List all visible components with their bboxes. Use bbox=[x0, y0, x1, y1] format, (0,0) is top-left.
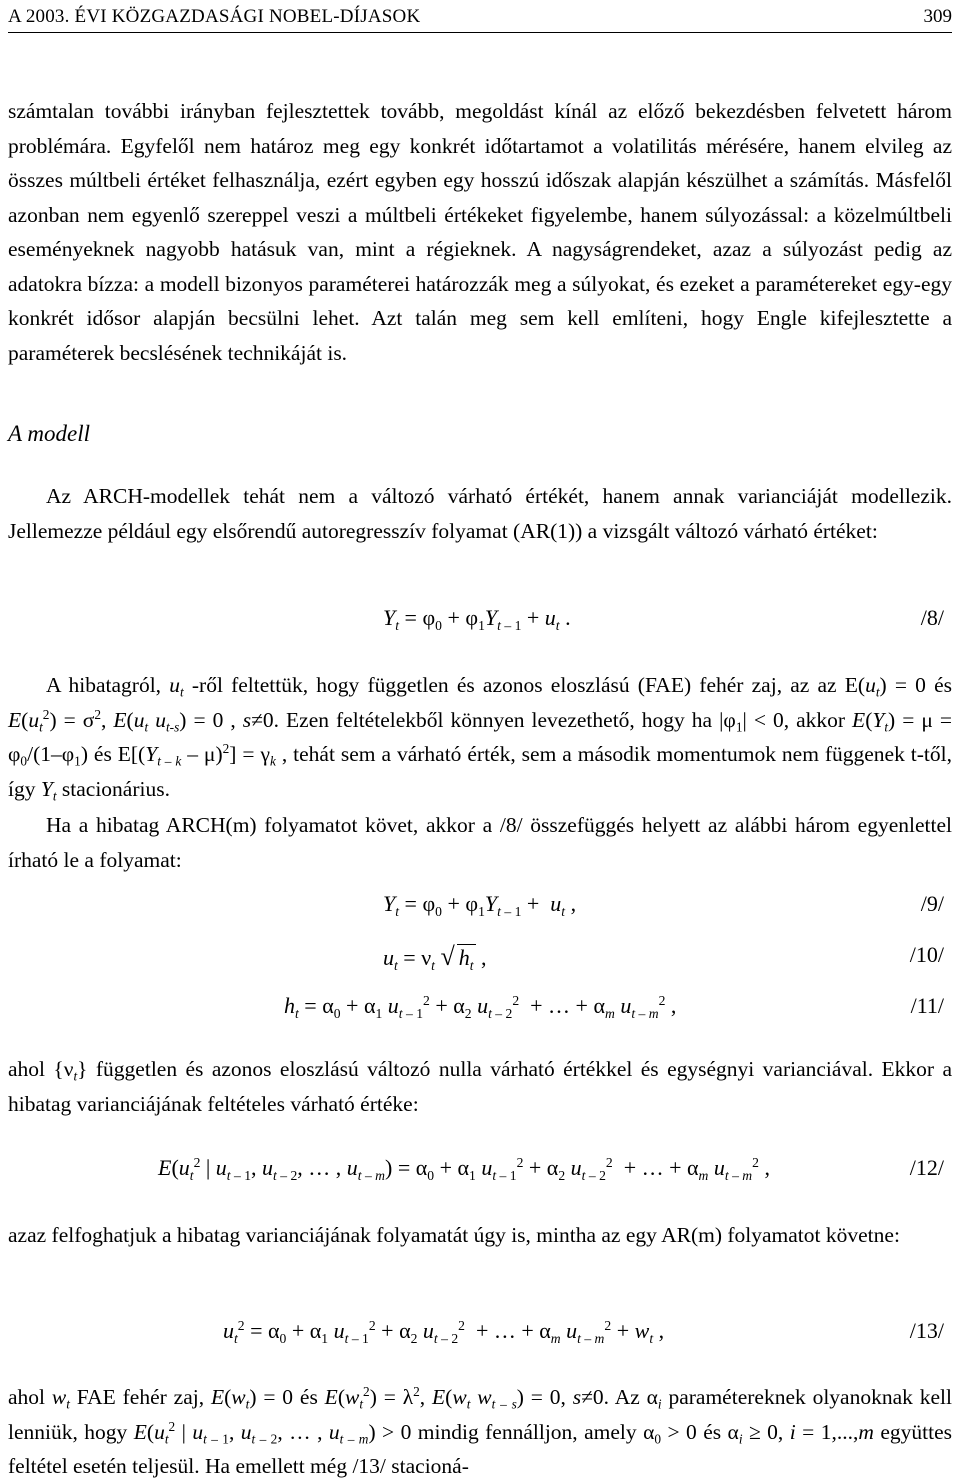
equation-11: $h_t = \alpha_0 + \alpha_1$ $u_{t - 1}^2 + \alpha_2$ $u_{t - 2}^2$ + … + $\alpha_m$ $u_{t - m}^2$ , bbox=[284, 992, 677, 1021]
paragraph-conditions: ahol $w_t$ FAE fehér zaj, $E(w_t) = 0$ és $E(w_t^2) = \lambda^2$, $E(w_t$ $w_{t - s}) = 0$, s≠0. Az $\alpha_i$ paramétereknek olyanoknak kell lenniük, hogy $E(u_t^2$ | $u_{t - 1}$, $u_{t - 2}$, … , $u_{t - m}) > 0$ mindig fennálljon, amely $\alpha_0 > 0$ és $\alpha_i \ge 0$, i = 1,...,m együttes feltétel esetén teljesül. Ha emellett még /13/ stacioná- bbox=[8, 1384, 952, 1478]
equation-12: $E(u_t^2$ | $u_{t - 1}$, $u_{t - 2}$, … , $u_{t - m}) = \alpha_0 + \alpha_1$ $u_{t - 1}^2 + \alpha_2$ $u_{t - 2}^2$ + … + $\alpha_m$ $u_{t - m}^2$ , bbox=[158, 1154, 770, 1183]
paragraph-arch bbox=[8, 479, 952, 548]
running-header bbox=[8, 4, 952, 33]
equation-10-number: /10/ bbox=[909, 942, 944, 967]
paragraph-archm bbox=[8, 808, 952, 877]
page-number: 309 bbox=[923, 6, 952, 27]
equation-9: $Y_t = \varphi_0 + \varphi_1Y_{t - 1} + u_t$ , bbox=[383, 891, 577, 919]
paragraph-arch-text: Az ARCH-modellek tehát nem a változó várható értékét, hanem annak varianciáját modellezik. Jellemezze például egy elsőrendű autoregresszív folyamat (AR(1)) a vizsgált változó várható értéket: bbox=[8, 484, 952, 543]
equation-11-number: /11/ bbox=[910, 993, 944, 1018]
equation-9-number: /9/ bbox=[920, 891, 944, 916]
header-title: A 2003. ÉVI KÖZGAZDASÁGI NOBEL-DÍJASOK bbox=[8, 6, 421, 27]
equation-13: $u_t^2 = \alpha_0 + \alpha_1$ $u_{t - 1}^2 + \alpha_2$ $u_{t - 2}^2$ + … + $\alpha_m$ $u_{t - m}^2 + w_t$ , bbox=[223, 1317, 665, 1346]
paragraph-nu: ahol $\{\nu_t\}$ független és azonos eloszlású változó nulla várható értékkel és egységnyi varianciával. Ekkor a hibatag varianciájának feltételes várható értéke: bbox=[8, 1057, 952, 1116]
section-heading: A modell bbox=[8, 421, 90, 446]
equation-13-number: /13/ bbox=[909, 1318, 944, 1343]
equation-8: $Y_t = \varphi_0 + \varphi_1Y_{t - 1} + u_t$ . bbox=[383, 605, 571, 633]
paragraph-ar-m: azaz felfoghatjuk a hibatag varianciájának folyamatát úgy is, mintha az egy AR(m) folyamatot követne: bbox=[8, 1223, 900, 1247]
equation-12-number: /12/ bbox=[909, 1155, 944, 1180]
equation-8-number: /8/ bbox=[920, 605, 944, 630]
paragraph-archm-text: Ha a hibatag ARCH(m) folyamatot követ, akkor a /8/ összefüggés helyett az alábbi három egyenlettel írható le a folyamat: bbox=[8, 813, 952, 872]
paragraph-error-term: A hibatagról, $u_t$ -ről feltettük, hogy független és azonos eloszlású (FAE) fehér zaj, az az $E(u_t) = 0$ és $E(u_t^2) = \sigma^2$, $E(u_t$ $u_{t-s}) = 0$ , s≠0. Ezen feltételekből könnyen levezethető, hogy ha $|\varphi_1| < 0$, akkor $E(Y_t) = \mu = \varphi_0/(1-\varphi_1)$ és $E[(Y_{t - k} - \mu)^2] = \gamma_k$ , tehát sem a várható érték, sem a második momentumok nem függenek t-től, így $Y_t$ stacionárius. bbox=[8, 673, 953, 804]
equation-10: $u_t = \nu_t$ √ $h_t$ , bbox=[383, 942, 487, 973]
paragraph-intro: számtalan további irányban fejlesztettek tovább, megoldást kínál az előző bekezdésben felvetett három problémára. Egyfelől nem határoz meg egy konkrét időtartamot a volatilitás mérésére, hanem elvileg az összes múltbeli értéket felhasználja, ezért egyben egy hosszú időszak alapján készülhet a számítás. Másfelől azonban nem egyenlő szereppel veszi a múltbeli értékeket figyelembe, hanem súlyozással: a közelmúltbeli eseményeknek nagyobb hatásuk van, mint a régieknek. A nagyságrendeket, azaz a súlyozást pedig az adatokra bízza: a modell bizonyos paraméterei határozzák meg a súlyokat, és ezeket a paramétereket egy-egy konkrét idősor alapján becsülni lehet. Azt talán meg sem kell említeni, hogy Engle kifejlesztette a paraméterek becslésének technikáját is. bbox=[8, 99, 952, 365]
